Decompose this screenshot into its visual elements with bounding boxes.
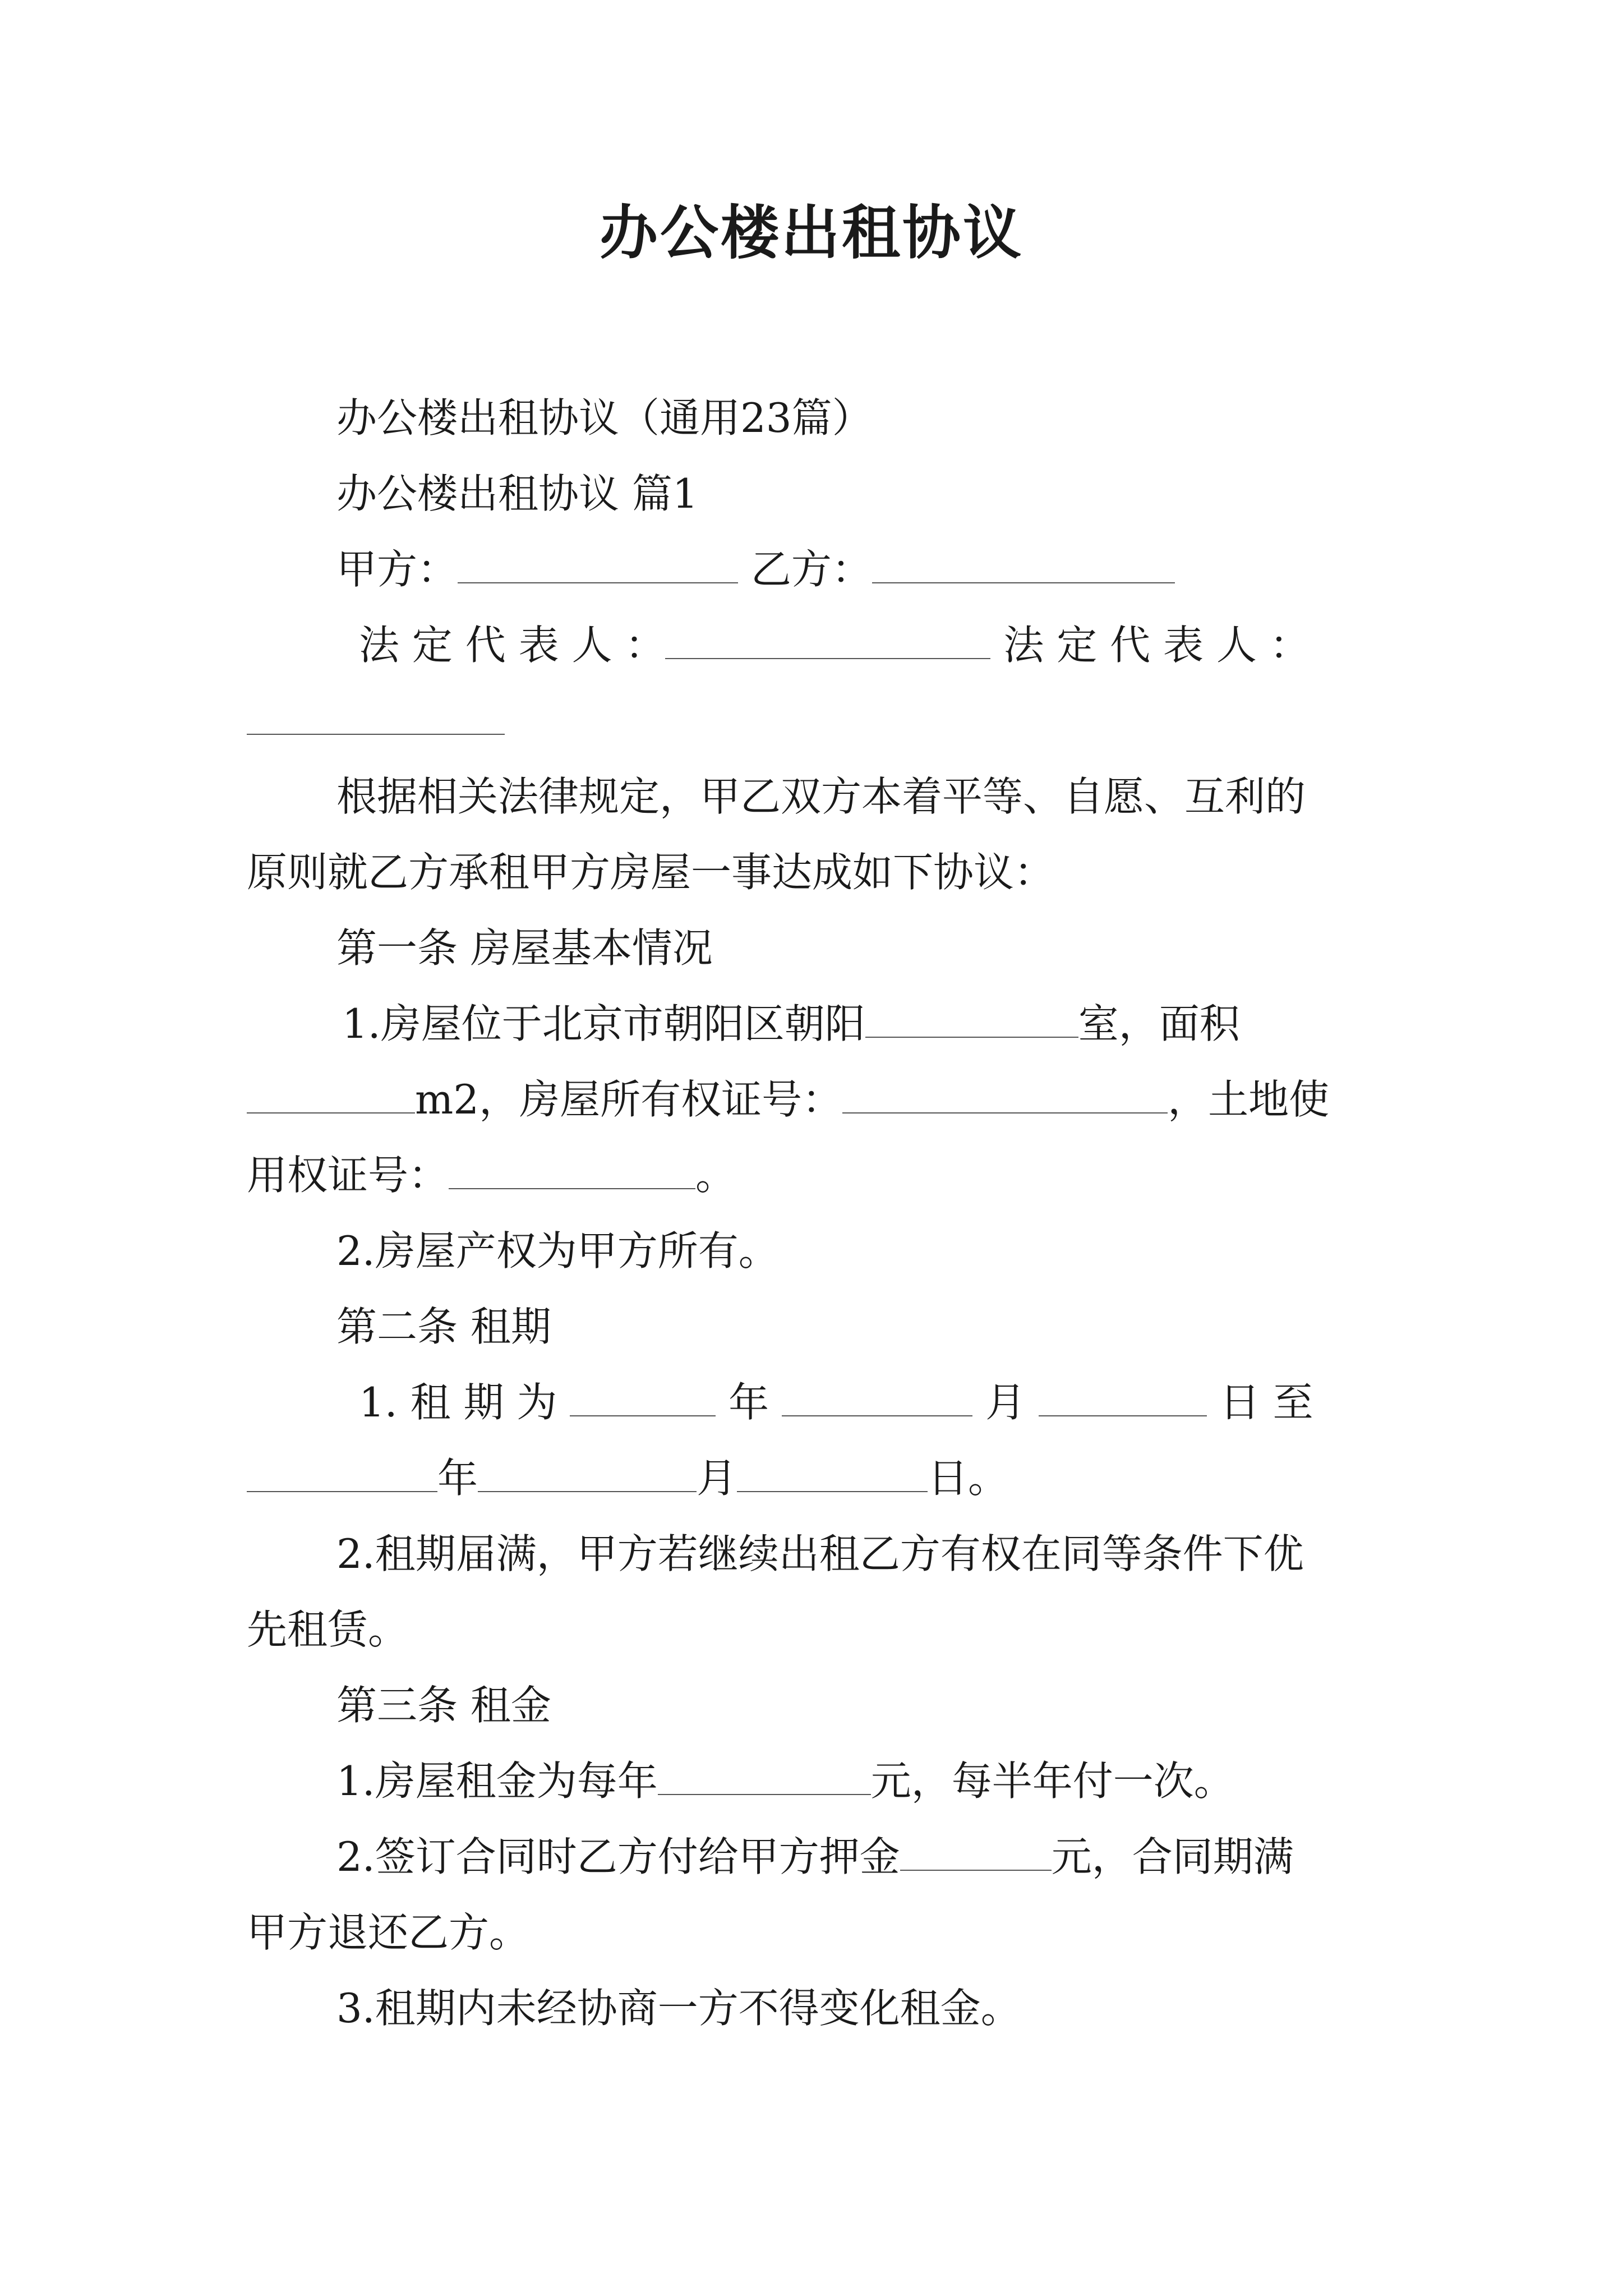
start-day-blank xyxy=(1039,1381,1207,1416)
clause-text: 元，合同期满 xyxy=(1051,1833,1294,1880)
clause-text: ，土地使 xyxy=(1168,1076,1330,1123)
clause-text: 元，每半年付一次。 xyxy=(870,1757,1234,1805)
party-line xyxy=(336,541,1175,597)
paragraph-line xyxy=(247,844,1054,900)
party-b-blank xyxy=(872,547,1175,583)
land-cert-blank xyxy=(449,1153,695,1189)
clause-text: 2.租期届满，甲方若继续出租乙方有权在同等条件下优 xyxy=(336,1530,1304,1577)
party-a-blank xyxy=(458,547,738,583)
clause-line xyxy=(336,1829,1294,1885)
clause-line xyxy=(336,1526,1304,1582)
representative-b-blank xyxy=(247,699,505,735)
clause-text: 月 xyxy=(985,1379,1026,1426)
clause-text: 2.签订合同时乙方付给甲方押金 xyxy=(336,1833,900,1880)
clause-text: 日 至 xyxy=(1219,1379,1313,1426)
ownership-cert-blank xyxy=(842,1078,1168,1114)
article-heading xyxy=(336,920,713,976)
end-year-blank xyxy=(247,1456,437,1492)
clause-text: 甲方退还乙方。 xyxy=(247,1909,530,1956)
subtitle-line xyxy=(336,390,873,446)
representative-a-label: 法 定 代 表 人 ： xyxy=(359,622,666,669)
paragraph-text: 根据相关法律规定，甲乙双方本着平等、自愿、互利的 xyxy=(336,773,1306,820)
room-number-blank xyxy=(865,1002,1078,1038)
clause-text: 年 xyxy=(437,1455,478,1502)
end-month-blank xyxy=(478,1456,697,1492)
clause-text: 年 xyxy=(728,1379,769,1426)
clause-line xyxy=(359,1374,1313,1430)
representative-b-line xyxy=(247,693,505,749)
clause-text: 先租赁。 xyxy=(247,1606,409,1653)
area-blank xyxy=(247,1078,415,1114)
clause-line xyxy=(247,1071,1329,1128)
article-heading xyxy=(336,1677,551,1733)
clause-line xyxy=(247,1904,529,1961)
party-a-label: 甲方： xyxy=(336,546,458,593)
clause-text: 3.租期内未经协商一方不得变化租金。 xyxy=(336,1985,1021,2032)
party-b-label: 乙方： xyxy=(738,546,872,593)
clause-text: 1.房屋位于北京市朝阳区朝阳 xyxy=(342,1000,865,1047)
start-year-blank xyxy=(570,1381,716,1416)
start-month-blank xyxy=(782,1381,972,1416)
clause-line xyxy=(336,1753,1234,1809)
document-title: 办公楼出租协议 xyxy=(599,198,1023,267)
clause-text: 室，面积 xyxy=(1078,1000,1240,1047)
article-heading-text: 第二条 租期 xyxy=(336,1303,551,1350)
clause-line xyxy=(342,996,1240,1052)
clause-line xyxy=(247,1602,408,1658)
clause-text: 2.房屋产权为甲方所有。 xyxy=(336,1227,779,1274)
paragraph-text: 原则就乙方承租甲方房屋一事达成如下协议： xyxy=(247,849,1055,896)
section-heading-text: 办公楼出租协议 篇1 xyxy=(336,470,698,517)
article-heading xyxy=(336,1299,551,1355)
clause-line xyxy=(247,1147,736,1203)
representative-a-blank xyxy=(665,623,990,659)
subtitle-text: 办公楼出租协议（通用23篇） xyxy=(336,394,873,441)
clause-text: 用权证号： xyxy=(247,1152,449,1199)
representative-b-label: 法 定 代 表 人 ： xyxy=(990,622,1310,669)
clause-text: m2，房屋所有权证号： xyxy=(415,1076,843,1123)
annual-rent-blank xyxy=(658,1759,871,1795)
section-heading xyxy=(336,466,698,522)
deposit-blank xyxy=(900,1835,1052,1871)
paragraph-line xyxy=(336,769,1306,825)
end-day-blank xyxy=(737,1456,928,1492)
article-heading-text: 第三条 租金 xyxy=(336,1682,551,1729)
clause-line xyxy=(336,1223,779,1279)
article-heading-text: 第一条 房屋基本情况 xyxy=(336,924,713,972)
clause-text: 1.房屋租金为每年 xyxy=(336,1757,658,1805)
clause-line xyxy=(247,1450,1008,1506)
clause-text: 1. 租 期 为 xyxy=(359,1379,557,1426)
representative-line xyxy=(359,617,1310,673)
clause-line xyxy=(336,1980,1021,2036)
clause-text: 。 xyxy=(695,1152,736,1199)
clause-text: 月 xyxy=(697,1455,737,1502)
clause-text: 日。 xyxy=(928,1455,1009,1502)
